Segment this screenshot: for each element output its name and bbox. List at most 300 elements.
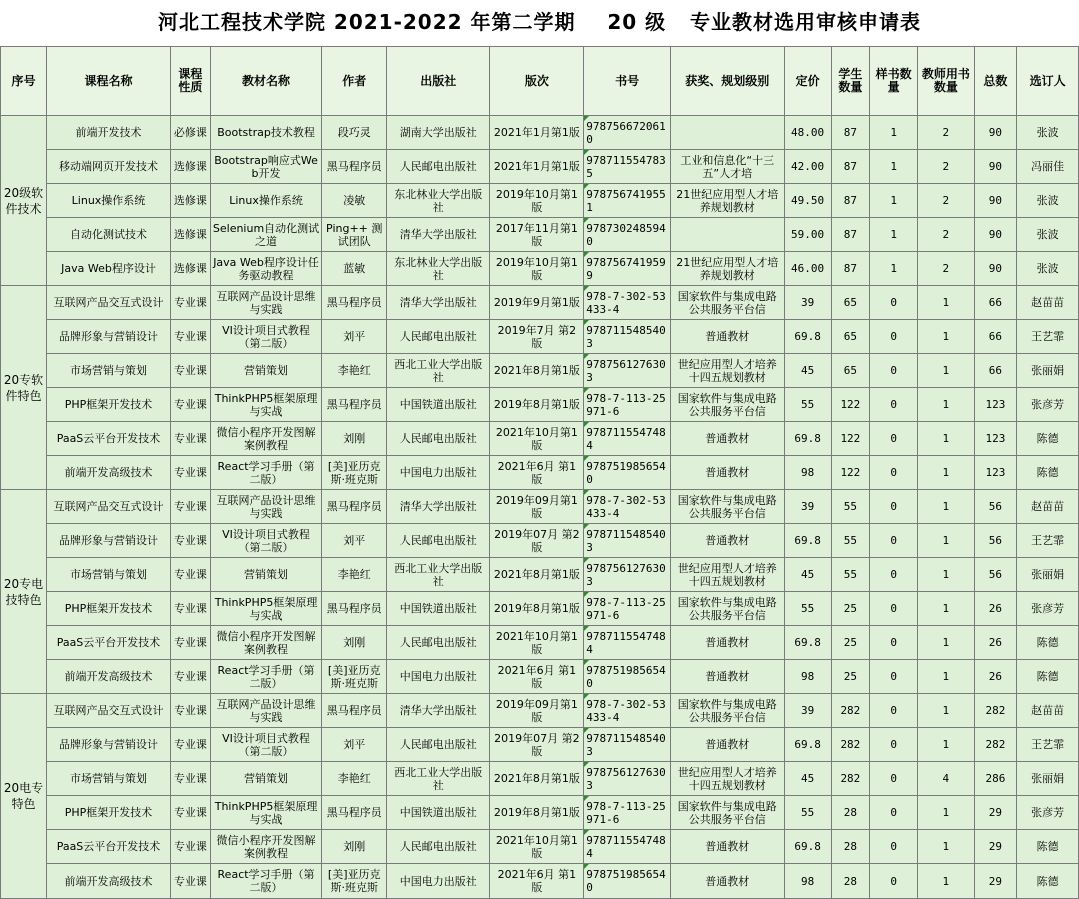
edition-cell: 2021年8月第1版 [490, 558, 584, 592]
course-name-cell: Java Web程序设计 [46, 252, 170, 286]
edition-cell: 2021年6月 第1版 [490, 456, 584, 490]
price-cell: 39 [784, 694, 831, 728]
total-cell: 26 [974, 660, 1017, 694]
price-cell: 45 [784, 354, 831, 388]
award-level-cell: 国家软件与集成电路公共服务平台信 [670, 286, 784, 320]
course-type-cell: 专业课 [171, 796, 211, 830]
price-cell: 46.00 [784, 252, 831, 286]
publisher-cell: 西北工业大学出版社 [387, 558, 490, 592]
header-cell: 书号 [584, 47, 671, 116]
price-cell: 69.8 [784, 626, 831, 660]
sample-count-cell: 1 [870, 116, 918, 150]
orderer-cell: 张波 [1017, 218, 1079, 252]
sample-count-cell: 0 [870, 830, 918, 864]
edition-cell: 2021年6月 第1版 [490, 660, 584, 694]
award-level-cell: 普通教材 [670, 660, 784, 694]
total-cell: 29 [974, 864, 1017, 899]
sample-count-cell: 0 [870, 694, 918, 728]
textbook-name-cell: 营销策划 [210, 762, 322, 796]
table-row [1, 626, 1079, 660]
student-count-cell: 122 [831, 422, 870, 456]
edition-cell: 2019年7月 第2版 [490, 320, 584, 354]
course-name-cell: 互联网产品交互式设计 [46, 490, 170, 524]
textbook-name-cell: VI设计项目式教程（第二版） [210, 320, 322, 354]
award-level-cell [670, 116, 784, 150]
isbn-cell: 9787115485403 [584, 320, 671, 354]
orderer-cell: 陈德 [1017, 422, 1079, 456]
course-type-cell: 专业课 [171, 320, 211, 354]
textbook-name-cell: VI设计项目式教程（第二版） [210, 524, 322, 558]
total-cell: 56 [974, 524, 1017, 558]
header-cell: 定价 [784, 47, 831, 116]
course-type-cell: 专业课 [171, 762, 211, 796]
author-cell: [美]亚历克斯·班克斯 [322, 864, 387, 899]
sample-count-cell: 0 [870, 422, 918, 456]
table-row [1, 864, 1079, 899]
isbn-cell: 9787561276303 [584, 558, 671, 592]
textbook-name-cell: Bootstrap响应式Web开发 [210, 150, 322, 184]
author-cell: [美]亚历克斯·班克斯 [322, 660, 387, 694]
student-count-cell: 25 [831, 626, 870, 660]
edition-cell: 2019年09月第1版 [490, 490, 584, 524]
edition-cell: 2021年10月第1版 [490, 830, 584, 864]
publisher-cell: 人民邮电出版社 [387, 320, 490, 354]
total-cell: 286 [974, 762, 1017, 796]
header-cell: 版次 [490, 47, 584, 116]
teacher-copy-cell: 1 [918, 592, 974, 626]
sample-count-cell: 1 [870, 218, 918, 252]
sample-count-cell: 0 [870, 354, 918, 388]
table-row [1, 558, 1079, 592]
publisher-cell: 西北工业大学出版社 [387, 354, 490, 388]
teacher-copy-cell: 1 [918, 830, 974, 864]
orderer-cell: 张丽娟 [1017, 558, 1079, 592]
course-type-cell: 必修课 [171, 116, 211, 150]
teacher-copy-cell: 2 [918, 116, 974, 150]
isbn-cell: 9787115547484 [584, 422, 671, 456]
publisher-cell: 湖南大学出版社 [387, 116, 490, 150]
course-name-cell: 市场营销与策划 [46, 558, 170, 592]
teacher-copy-cell: 1 [918, 558, 974, 592]
award-level-cell: 国家软件与集成电路公共服务平台信 [670, 694, 784, 728]
sample-count-cell: 0 [870, 796, 918, 830]
author-cell: 李艳红 [322, 558, 387, 592]
textbook-name-cell: 微信小程序开发图解案例教程 [210, 422, 322, 456]
textbook-name-cell: 微信小程序开发图解案例教程 [210, 626, 322, 660]
textbook-name-cell: Bootstrap技术教程 [210, 116, 322, 150]
course-name-cell: 市场营销与策划 [46, 762, 170, 796]
price-cell: 69.8 [784, 830, 831, 864]
edition-cell: 2021年8月第1版 [490, 762, 584, 796]
orderer-cell: 陈德 [1017, 660, 1079, 694]
orderer-cell: 冯丽佳 [1017, 150, 1079, 184]
isbn-cell: 9787519856540 [584, 456, 671, 490]
price-cell: 45 [784, 762, 831, 796]
table-row [1, 320, 1079, 354]
isbn-cell: 978-7-302-53433-4 [584, 286, 671, 320]
total-cell: 26 [974, 592, 1017, 626]
publisher-cell: 清华大学出版社 [387, 218, 490, 252]
page-title: 河北工程技术学院 2021-2022 年第二学期 20 级 专业教材选用审核申请表 [0, 0, 1079, 47]
teacher-copy-cell: 1 [918, 660, 974, 694]
student-count-cell: 282 [831, 728, 870, 762]
sample-count-cell: 0 [870, 388, 918, 422]
orderer-cell: 赵苗苗 [1017, 286, 1079, 320]
textbook-name-cell: ThinkPHP5框架原理与实战 [210, 592, 322, 626]
publisher-cell: 中国电力出版社 [387, 456, 490, 490]
course-name-cell: 品牌形象与营销设计 [46, 728, 170, 762]
header-cell: 课程性质 [171, 47, 211, 116]
course-name-cell: PaaS云平台开发技术 [46, 830, 170, 864]
isbn-cell: 978-7-113-25971-6 [584, 796, 671, 830]
orderer-cell: 张波 [1017, 252, 1079, 286]
table-row [1, 728, 1079, 762]
textbook-name-cell: Java Web程序设计任务驱动教程 [210, 252, 322, 286]
course-name-cell: 移动端网页开发技术 [46, 150, 170, 184]
course-type-cell: 专业课 [171, 388, 211, 422]
edition-cell: 2019年8月第1版 [490, 592, 584, 626]
course-name-cell: 前端开发高级技术 [46, 456, 170, 490]
teacher-copy-cell: 1 [918, 456, 974, 490]
textbook-name-cell: Selenium自动化测试之道 [210, 218, 322, 252]
orderer-cell: 陈德 [1017, 830, 1079, 864]
orderer-cell: 陈德 [1017, 864, 1079, 899]
publisher-cell: 清华大学出版社 [387, 694, 490, 728]
table-row [1, 592, 1079, 626]
textbook-name-cell: React学习手册（第二版） [210, 864, 322, 899]
teacher-copy-cell: 1 [918, 796, 974, 830]
section-label: 20电专特色 [1, 694, 47, 899]
edition-cell: 2019年07月 第2版 [490, 524, 584, 558]
course-name-cell: Linux操作系统 [46, 184, 170, 218]
sample-count-cell: 0 [870, 660, 918, 694]
author-cell: 刘刚 [322, 626, 387, 660]
header-cell: 课程名称 [46, 47, 170, 116]
course-type-cell: 专业课 [171, 456, 211, 490]
isbn-cell: 9787115547484 [584, 830, 671, 864]
publisher-cell: 人民邮电出版社 [387, 728, 490, 762]
isbn-cell: 9787566720610 [584, 116, 671, 150]
header-row [1, 47, 1079, 116]
edition-cell: 2019年10月第1版 [490, 184, 584, 218]
orderer-cell: 张彦芳 [1017, 388, 1079, 422]
publisher-cell: 西北工业大学出版社 [387, 762, 490, 796]
course-type-cell: 选修课 [171, 184, 211, 218]
award-level-cell: 普通教材 [670, 524, 784, 558]
price-cell: 48.00 [784, 116, 831, 150]
edition-cell: 2021年6月 第1版 [490, 864, 584, 899]
total-cell: 90 [974, 252, 1017, 286]
isbn-cell: 9787115485403 [584, 728, 671, 762]
publisher-cell: 人民邮电出版社 [387, 626, 490, 660]
student-count-cell: 87 [831, 184, 870, 218]
sample-count-cell: 1 [870, 150, 918, 184]
student-count-cell: 65 [831, 354, 870, 388]
publisher-cell: 清华大学出版社 [387, 286, 490, 320]
edition-cell: 2021年1月第1版 [490, 150, 584, 184]
teacher-copy-cell: 1 [918, 524, 974, 558]
orderer-cell: 张波 [1017, 116, 1079, 150]
table-row [1, 116, 1079, 150]
price-cell: 69.8 [784, 422, 831, 456]
orderer-cell: 赵苗苗 [1017, 694, 1079, 728]
total-cell: 123 [974, 456, 1017, 490]
orderer-cell: 赵苗苗 [1017, 490, 1079, 524]
publisher-cell: 清华大学出版社 [387, 490, 490, 524]
teacher-copy-cell: 1 [918, 728, 974, 762]
teacher-copy-cell: 1 [918, 320, 974, 354]
edition-cell: 2021年8月第1版 [490, 354, 584, 388]
header-cell: 教材名称 [210, 47, 322, 116]
course-type-cell: 专业课 [171, 286, 211, 320]
textbook-name-cell: VI设计项目式教程（第二版） [210, 728, 322, 762]
publisher-cell: 中国电力出版社 [387, 864, 490, 899]
orderer-cell: 张丽娟 [1017, 354, 1079, 388]
edition-cell: 2017年11月第1版 [490, 218, 584, 252]
price-cell: 98 [784, 660, 831, 694]
teacher-copy-cell: 1 [918, 694, 974, 728]
orderer-cell: 王艺霏 [1017, 728, 1079, 762]
student-count-cell: 122 [831, 456, 870, 490]
course-type-cell: 专业课 [171, 524, 211, 558]
award-level-cell [670, 218, 784, 252]
sample-count-cell: 0 [870, 490, 918, 524]
total-cell: 90 [974, 218, 1017, 252]
course-name-cell: 品牌形象与营销设计 [46, 524, 170, 558]
student-count-cell: 87 [831, 150, 870, 184]
sample-count-cell: 0 [870, 558, 918, 592]
author-cell: [美]亚历克斯·班克斯 [322, 456, 387, 490]
publisher-cell: 人民邮电出版社 [387, 422, 490, 456]
award-level-cell: 国家软件与集成电路公共服务平台信 [670, 592, 784, 626]
table-row [1, 286, 1079, 320]
section-label: 20级软件技术 [1, 116, 47, 286]
total-cell: 56 [974, 558, 1017, 592]
total-cell: 90 [974, 150, 1017, 184]
edition-cell: 2019年8月第1版 [490, 796, 584, 830]
author-cell: 刘刚 [322, 830, 387, 864]
author-cell: 凌敏 [322, 184, 387, 218]
course-name-cell: 互联网产品交互式设计 [46, 694, 170, 728]
award-level-cell: 国家软件与集成电路公共服务平台信 [670, 388, 784, 422]
table-row [1, 150, 1079, 184]
orderer-cell: 张彦芳 [1017, 796, 1079, 830]
author-cell: 黑马程序员 [322, 592, 387, 626]
course-type-cell: 选修课 [171, 218, 211, 252]
sample-count-cell: 0 [870, 728, 918, 762]
edition-cell: 2019年07月 第2版 [490, 728, 584, 762]
course-name-cell: PaaS云平台开发技术 [46, 422, 170, 456]
author-cell: 黑马程序员 [322, 694, 387, 728]
author-cell: 李艳红 [322, 762, 387, 796]
award-level-cell: 普通教材 [670, 320, 784, 354]
sample-count-cell: 0 [870, 286, 918, 320]
course-name-cell: 前端开发高级技术 [46, 660, 170, 694]
textbook-name-cell: React学习手册（第二版） [210, 660, 322, 694]
publisher-cell: 中国铁道出版社 [387, 796, 490, 830]
edition-cell: 2021年10月第1版 [490, 626, 584, 660]
section-label: 20专软件特色 [1, 286, 47, 490]
isbn-cell: 9787115547484 [584, 626, 671, 660]
table-row [1, 354, 1079, 388]
publisher-cell: 人民邮电出版社 [387, 830, 490, 864]
award-level-cell: 世纪应用型人才培养十四五规划教材 [670, 762, 784, 796]
isbn-cell: 978-7-302-53433-4 [584, 694, 671, 728]
course-name-cell: PaaS云平台开发技术 [46, 626, 170, 660]
textbook-name-cell: ThinkPHP5框架原理与实战 [210, 796, 322, 830]
header-cell: 总数 [974, 47, 1017, 116]
edition-cell: 2021年10月第1版 [490, 422, 584, 456]
orderer-cell: 张波 [1017, 184, 1079, 218]
table-row [1, 830, 1079, 864]
author-cell: 刘平 [322, 524, 387, 558]
author-cell: 李艳红 [322, 354, 387, 388]
course-type-cell: 专业课 [171, 864, 211, 899]
author-cell: 蓝敏 [322, 252, 387, 286]
course-type-cell: 专业课 [171, 422, 211, 456]
header-cell: 出版社 [387, 47, 490, 116]
course-name-cell: PHP框架开发技术 [46, 796, 170, 830]
isbn-cell: 9787567419551 [584, 184, 671, 218]
course-type-cell: 专业课 [171, 660, 211, 694]
textbook-name-cell: 互联网产品设计思维与实践 [210, 286, 322, 320]
textbook-name-cell: ThinkPHP5框架原理与实战 [210, 388, 322, 422]
student-count-cell: 282 [831, 762, 870, 796]
student-count-cell: 55 [831, 558, 870, 592]
orderer-cell: 陈德 [1017, 626, 1079, 660]
price-cell: 55 [784, 592, 831, 626]
total-cell: 66 [974, 354, 1017, 388]
table-row [1, 490, 1079, 524]
section-label: 20专电技特色 [1, 490, 47, 694]
course-type-cell: 选修课 [171, 252, 211, 286]
isbn-cell: 978-7-113-25971-6 [584, 388, 671, 422]
edition-cell: 2019年09月第1版 [490, 694, 584, 728]
author-cell: 黑马程序员 [322, 286, 387, 320]
student-count-cell: 25 [831, 592, 870, 626]
header-cell: 学生数量 [831, 47, 870, 116]
course-type-cell: 专业课 [171, 354, 211, 388]
orderer-cell: 王艺霏 [1017, 320, 1079, 354]
price-cell: 49.50 [784, 184, 831, 218]
total-cell: 123 [974, 388, 1017, 422]
course-name-cell: 前端开发高级技术 [46, 864, 170, 899]
textbook-name-cell: React学习手册（第二版） [210, 456, 322, 490]
publisher-cell: 人民邮电出版社 [387, 524, 490, 558]
teacher-copy-cell: 1 [918, 490, 974, 524]
award-level-cell: 国家软件与集成电路公共服务平台信 [670, 796, 784, 830]
sample-count-cell: 0 [870, 456, 918, 490]
table-row [1, 184, 1079, 218]
author-cell: 黑马程序员 [322, 490, 387, 524]
table-body [1, 116, 1079, 899]
award-level-cell: 21世纪应用型人才培养规划教材 [670, 252, 784, 286]
sample-count-cell: 1 [870, 252, 918, 286]
award-level-cell: 普通教材 [670, 864, 784, 899]
textbook-name-cell: 营销策划 [210, 558, 322, 592]
isbn-cell: 9787519856540 [584, 660, 671, 694]
publisher-cell: 人民邮电出版社 [387, 150, 490, 184]
table-row [1, 762, 1079, 796]
price-cell: 98 [784, 456, 831, 490]
table-row [1, 422, 1079, 456]
author-cell: 黑马程序员 [322, 150, 387, 184]
price-cell: 39 [784, 286, 831, 320]
student-count-cell: 122 [831, 388, 870, 422]
award-level-cell: 工业和信息化“十三五”人才培 [670, 150, 784, 184]
isbn-cell: 978-7-113-25971-6 [584, 592, 671, 626]
isbn-cell: 9787302485940 [584, 218, 671, 252]
textbook-name-cell: 互联网产品设计思维与实践 [210, 490, 322, 524]
award-level-cell: 普通教材 [670, 456, 784, 490]
total-cell: 66 [974, 320, 1017, 354]
total-cell: 29 [974, 830, 1017, 864]
student-count-cell: 25 [831, 660, 870, 694]
edition-cell: 2019年9月第1版 [490, 286, 584, 320]
publisher-cell: 中国铁道出版社 [387, 592, 490, 626]
award-level-cell: 21世纪应用型人才培养规划教材 [670, 184, 784, 218]
course-name-cell: 市场营销与策划 [46, 354, 170, 388]
course-name-cell: 品牌形象与营销设计 [46, 320, 170, 354]
course-name-cell: PHP框架开发技术 [46, 592, 170, 626]
course-type-cell: 选修课 [171, 150, 211, 184]
award-level-cell: 世纪应用型人才培养十四五规划教材 [670, 354, 784, 388]
textbook-name-cell: 互联网产品设计思维与实践 [210, 694, 322, 728]
author-cell: 段巧灵 [322, 116, 387, 150]
teacher-copy-cell: 1 [918, 864, 974, 899]
table-row [1, 388, 1079, 422]
orderer-cell: 张丽娟 [1017, 762, 1079, 796]
award-level-cell: 普通教材 [670, 626, 784, 660]
price-cell: 55 [784, 388, 831, 422]
course-type-cell: 专业课 [171, 490, 211, 524]
orderer-cell: 王艺霏 [1017, 524, 1079, 558]
price-cell: 98 [784, 864, 831, 899]
isbn-cell: 9787519856540 [584, 864, 671, 899]
student-count-cell: 55 [831, 524, 870, 558]
award-level-cell: 普通教材 [670, 422, 784, 456]
table-row [1, 456, 1079, 490]
teacher-copy-cell: 1 [918, 422, 974, 456]
price-cell: 69.8 [784, 320, 831, 354]
textbook-name-cell: Linux操作系统 [210, 184, 322, 218]
total-cell: 90 [974, 116, 1017, 150]
isbn-cell: 9787561276303 [584, 354, 671, 388]
student-count-cell: 55 [831, 490, 870, 524]
author-cell: 黑马程序员 [322, 388, 387, 422]
header-cell: 获奖、规划级别 [670, 47, 784, 116]
isbn-cell: 9787567419599 [584, 252, 671, 286]
student-count-cell: 65 [831, 320, 870, 354]
total-cell: 56 [974, 490, 1017, 524]
header-cell: 选订人 [1017, 47, 1079, 116]
header-cell: 作者 [322, 47, 387, 116]
teacher-copy-cell: 2 [918, 252, 974, 286]
course-type-cell: 专业课 [171, 592, 211, 626]
course-type-cell: 专业课 [171, 558, 211, 592]
price-cell: 59.00 [784, 218, 831, 252]
publisher-cell: 中国铁道出版社 [387, 388, 490, 422]
course-name-cell: 互联网产品交互式设计 [46, 286, 170, 320]
teacher-copy-cell: 2 [918, 150, 974, 184]
price-cell: 39 [784, 490, 831, 524]
award-level-cell: 世纪应用型人才培养十四五规划教材 [670, 558, 784, 592]
price-cell: 55 [784, 796, 831, 830]
student-count-cell: 87 [831, 116, 870, 150]
course-type-cell: 专业课 [171, 626, 211, 660]
author-cell: 黑马程序员 [322, 796, 387, 830]
teacher-copy-cell: 2 [918, 184, 974, 218]
